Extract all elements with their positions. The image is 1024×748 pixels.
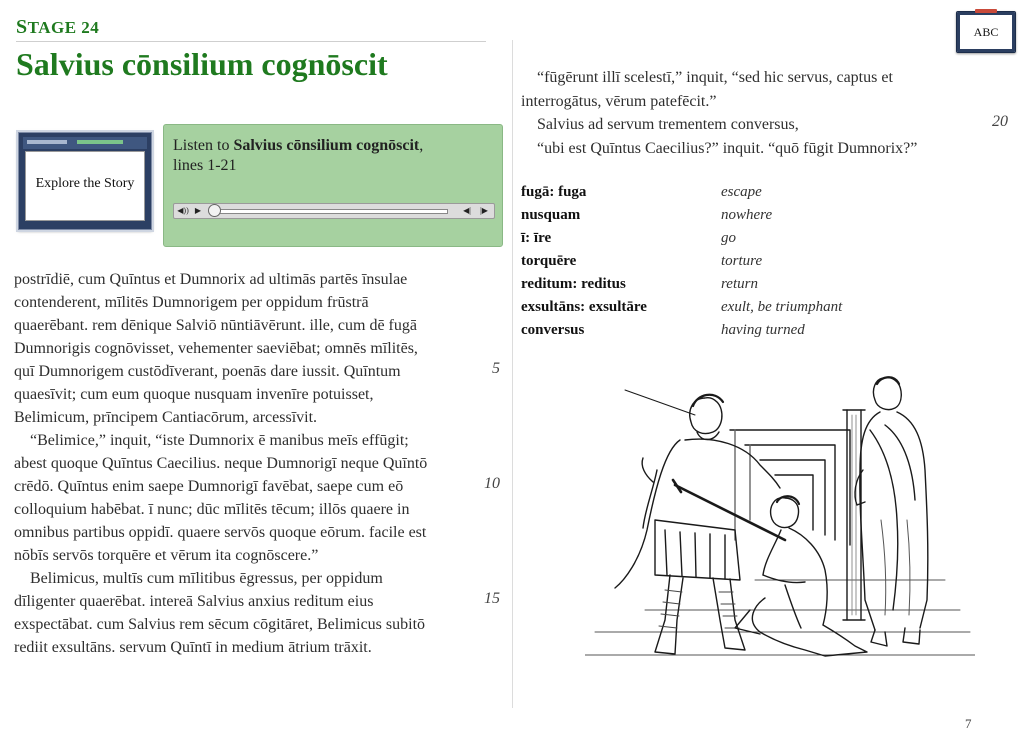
text-line: rediit exsultāns. servum Quīntī in medium ātrium trāxit. (14, 639, 372, 656)
vocab-row (521, 296, 842, 319)
vocab-definition: return (721, 276, 758, 292)
rewind-button[interactable]: ◀| (463, 206, 471, 215)
text-line: contenderent, mīlitēs Dumnorigem per oppidum frūstrā (14, 294, 369, 311)
text-line: interrogātus, vērum patefēcit.” (521, 92, 717, 110)
line-number: 10 (484, 475, 500, 492)
forward-button[interactable]: |▶ (480, 206, 488, 215)
play-button[interactable]: ▶ (194, 206, 202, 215)
text-line: “fūgērunt illī scelestī,” inquit, “sed hic servus, captus et (537, 69, 893, 86)
vocab-definition: go (721, 230, 736, 246)
glossary-button-label: ABC (973, 25, 999, 39)
audio-progress-knob[interactable] (208, 204, 221, 217)
text-line: Belimicum, prīncipem Cantiacōrum, arcessīvit. (14, 409, 318, 426)
text-line: Belimicus, multīs cum mīlitibus ēgressus, per oppidum (30, 570, 383, 587)
vocab-definition: having turned (721, 322, 805, 338)
vocab-term: exsultāns: exsultāre (521, 299, 647, 315)
vocab-definition: nowhere (721, 207, 773, 223)
vocab-term: fugā: fuga (521, 184, 587, 200)
vocab-term: torquēre (521, 253, 577, 269)
line-number: 5 (492, 360, 500, 377)
vocab-definition: escape (721, 184, 762, 200)
audio-description: Listen to Salvius cōnsilium cognōscit, lines 1-21 (173, 137, 424, 174)
text-line: quaerēbant. rem dēnique Salviō nūntiāvērunt. ille, cum dē fugā (14, 317, 417, 334)
explore-thumbnail-toolbar (23, 137, 147, 149)
explore-story-button[interactable] (18, 132, 152, 230)
vocabulary-list (521, 181, 842, 342)
vocab-term: reditum: reditus (521, 276, 626, 292)
page-number: 7 (965, 716, 972, 731)
stage-label: STAGE 24 (16, 16, 100, 38)
audio-story-title: Salvius cōnsilium cognōscit (233, 137, 420, 154)
explore-thumbnail-pane (25, 151, 145, 221)
vocab-row (521, 319, 842, 342)
vocab-row (521, 204, 842, 227)
audio-panel (163, 124, 503, 247)
text-line: abest quoque Quīntus Caecilius. neque Dumnorigī neque Quīntō (14, 455, 428, 472)
vocab-term: nusquam (521, 207, 581, 223)
latin-paragraph-1 (14, 268, 484, 659)
latin-paragraph-right (521, 66, 961, 160)
text-line: quī Dumnorigem custōdīverant, poenās dare iussit. Quīntum (14, 363, 401, 380)
explore-story-label: Explore the Story (35, 176, 135, 191)
text-line: postrīdiē, cum Quīntus et Dumnorix ad ultimās partēs īnsulae (14, 271, 408, 288)
salvius-figure (855, 377, 928, 646)
column-divider (512, 40, 513, 708)
text-line: Dumnorigis cognōvisset, vehementer saeviēbat; omnēs mīlitēs, (14, 340, 418, 357)
vocab-row (521, 181, 842, 204)
vocab-row (521, 250, 842, 273)
glossary-button[interactable] (956, 11, 1016, 53)
audio-progress-track[interactable] (212, 209, 448, 214)
text-line: omnibus partibus oppidī. quaere servōs quoque eōrum. facile est (14, 524, 427, 541)
text-line: “Belimice,” inquit, “iste Dumnorix ē manibus meīs effūgit; (30, 432, 409, 449)
vocab-term: conversus (521, 322, 585, 338)
text-line: quaesīvit; cum eum quoque nusquam invenīre potuisset, (14, 386, 374, 403)
text-line: dīligenter quaerēbat. intereā Salvius anxius reditum eius (14, 593, 374, 610)
audio-player (173, 203, 495, 219)
audio-lines: lines 1-21 (173, 157, 237, 174)
text-line: “ubi est Quīntus Caecilius?” inquit. “quō fūgit Dumnorix?” (537, 139, 918, 157)
vocab-term: ī: īre (521, 230, 552, 246)
bookmark-icon (975, 9, 997, 13)
vocab-definition: exult, be triumphant (721, 299, 843, 315)
header-rule (16, 41, 486, 42)
line-number: 20 (992, 113, 1008, 130)
text-line: crēdō. Quīntus enim saepe Dumnorigī favēbat, saepe cum eō (14, 478, 404, 495)
vocab-definition: torture (721, 253, 763, 269)
text-line: colloquium habēbat. ī nunc; dūc mīlitēs tēcum; illōs quaere in (14, 501, 410, 518)
text-line: nōbīs servōs torquēre et vērum ita cognōscere.” (14, 547, 319, 564)
volume-icon[interactable]: ◀)) (177, 206, 189, 215)
text-line: Salvius ad servum trementem conversus, (537, 116, 799, 133)
line-number: 15 (484, 590, 500, 607)
text-line: exspectābat. cum Salvius rem sēcum cōgitāret, Belimicus subitō (14, 616, 426, 633)
page-title: Salvius cōnsilium cognōscit (16, 46, 388, 82)
story-illustration (585, 370, 975, 670)
vocab-row (521, 273, 842, 296)
vocab-row (521, 227, 842, 250)
